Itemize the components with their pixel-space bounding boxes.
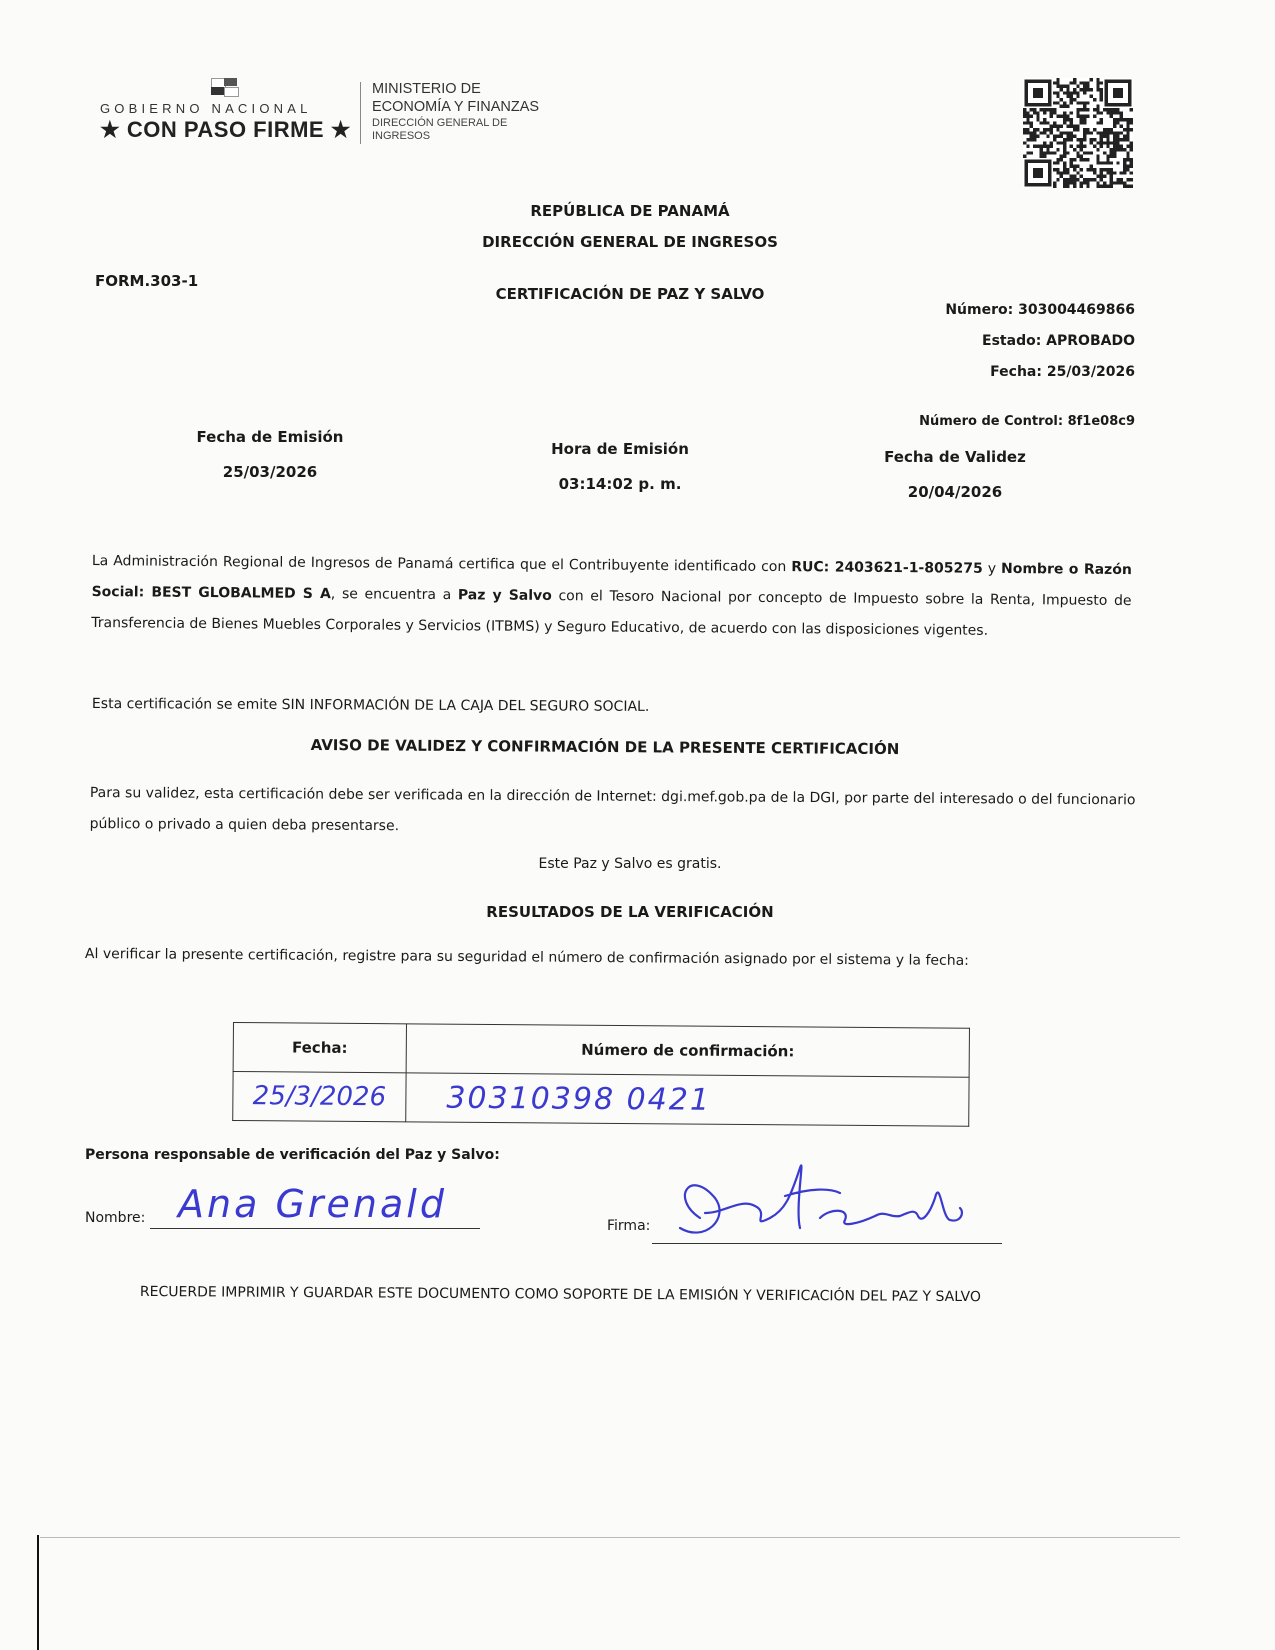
panama-flag-icon (211, 78, 237, 95)
republica-title: REPÚBLICA DE PANAMÁ (530, 202, 730, 220)
table-row (233, 1072, 969, 1127)
aviso-title: AVISO DE VALIDEZ Y CONFIRMACIÓN DE LA PRESENTE CERTIFICACIÓN (310, 735, 900, 759)
form-code: FORM.303-1 (95, 272, 199, 290)
gobierno-nacional-text: GOBIERNO NACIONAL (100, 101, 312, 116)
table-header-row (233, 1023, 969, 1078)
paz-y-salvo-text: Paz y Salvo (457, 587, 552, 605)
aviso-text: Para su validez, esta certificación debe ser verificada en la dirección de Internet: dgi.mef.gob.pa de la DGI, por parte del interesado o del funcionario público o privado a quien deba presentarse. (89, 784, 1136, 835)
fecha-emision-label: Fecha de Emisión (196, 428, 344, 446)
direccion-name (372, 117, 507, 143)
fecha-validez-label: Fecha de Validez (884, 448, 1026, 466)
razon-social-value: Nombre o Razón Social: BEST GLOBALMED S A (91, 560, 1132, 603)
bottom-divider (40, 1537, 1180, 1538)
numero-field: Número: 303004469866 (945, 302, 1135, 318)
p1-text-d: con el Tesoro Nacional por concepto de Impuesto sobre la Renta, Impuesto de Transferencia de Bienes Muebles Corporales y Servicios (ITBMS) y Seguro Educativo, de acuerdo con las disposiciones vigentes. (91, 588, 1132, 639)
qr-code-icon (1023, 78, 1133, 188)
p1-text-c: , se encuentra a (330, 586, 458, 604)
numero-handwritten: 30310398 0421 (406, 1073, 969, 1126)
direccion-line2: INGRESOS (372, 130, 431, 142)
confirmation-table (232, 1022, 970, 1127)
p1-text-b: y (982, 560, 1002, 577)
numero-control-field: Número de Control: 8f1e08c9 (919, 414, 1135, 429)
certification-paragraph (91, 546, 1132, 648)
scan-edge-bar (37, 1535, 39, 1650)
nombre-label: Nombre: (85, 1210, 146, 1226)
resultados-title: RESULTADOS DE LA VERIFICACIÓN (486, 903, 774, 921)
ruc-value: RUC: 2403621-1-805275 (791, 559, 983, 577)
fecha-field: Fecha: 25/03/2026 (990, 364, 1135, 380)
firma-label: Firma: (607, 1218, 651, 1234)
dgi-title: DIRECCIÓN GENERAL DE INGRESOS (482, 233, 778, 251)
fecha-handwritten: 25/3/2026 (233, 1072, 406, 1122)
signature-icon (660, 1158, 980, 1258)
ministerio-line1: MINISTERIO DE (372, 81, 481, 97)
recuerde-text: RECUERDE IMPRIMIR Y GUARDAR ESTE DOCUMENTO COMO SOPORTE DE LA EMISIÓN Y VERIFICACIÓN DEL PAZ Y SALVO (139, 1284, 981, 1306)
fecha-validez-value: 20/04/2026 (907, 483, 1003, 501)
resultados-text: Al verificar la presente certificación, registre para su seguridad el número de confirmación asignado por el sistema y la fecha: (84, 946, 969, 969)
responsable-title: Persona responsable de verificación del Paz y Salvo: (85, 1147, 500, 1163)
hora-emision-value: 03:14:02 p. m. (558, 475, 682, 493)
direccion-line1: DIRECCIÓN GENERAL DE (372, 117, 508, 129)
fecha-emision-value: 25/03/2026 (222, 463, 318, 481)
col-numero-header: Número de confirmación: (406, 1024, 969, 1077)
p1-text-a: La Administración Regional de Ingresos de Panamá certifica que el Contribuyente identificado con (91, 552, 792, 576)
certificacion-title: CERTIFICACIÓN DE PAZ Y SALVO (495, 285, 765, 303)
estado-field: Estado: APROBADO (982, 333, 1135, 349)
nombre-line (150, 1228, 480, 1229)
col-fecha-header: Fecha: (233, 1023, 406, 1073)
ministerio-name (372, 80, 539, 116)
hora-emision-label: Hora de Emisión (551, 440, 689, 458)
nombre-handwritten: Ana Grenald (178, 1182, 447, 1226)
gratis-text: Este Paz y Salvo es gratis. (538, 856, 722, 872)
con-paso-firme-logo: ★ CON PASO FIRME ★ (100, 117, 351, 142)
logo-divider (360, 82, 361, 144)
ministerio-line2: ECONOMÍA Y FINANZAS (372, 99, 540, 115)
sin-informacion-text: Esta certificación se emite SIN INFORMACIÓN DE LA CAJA DEL SEGURO SOCIAL. (91, 696, 650, 715)
